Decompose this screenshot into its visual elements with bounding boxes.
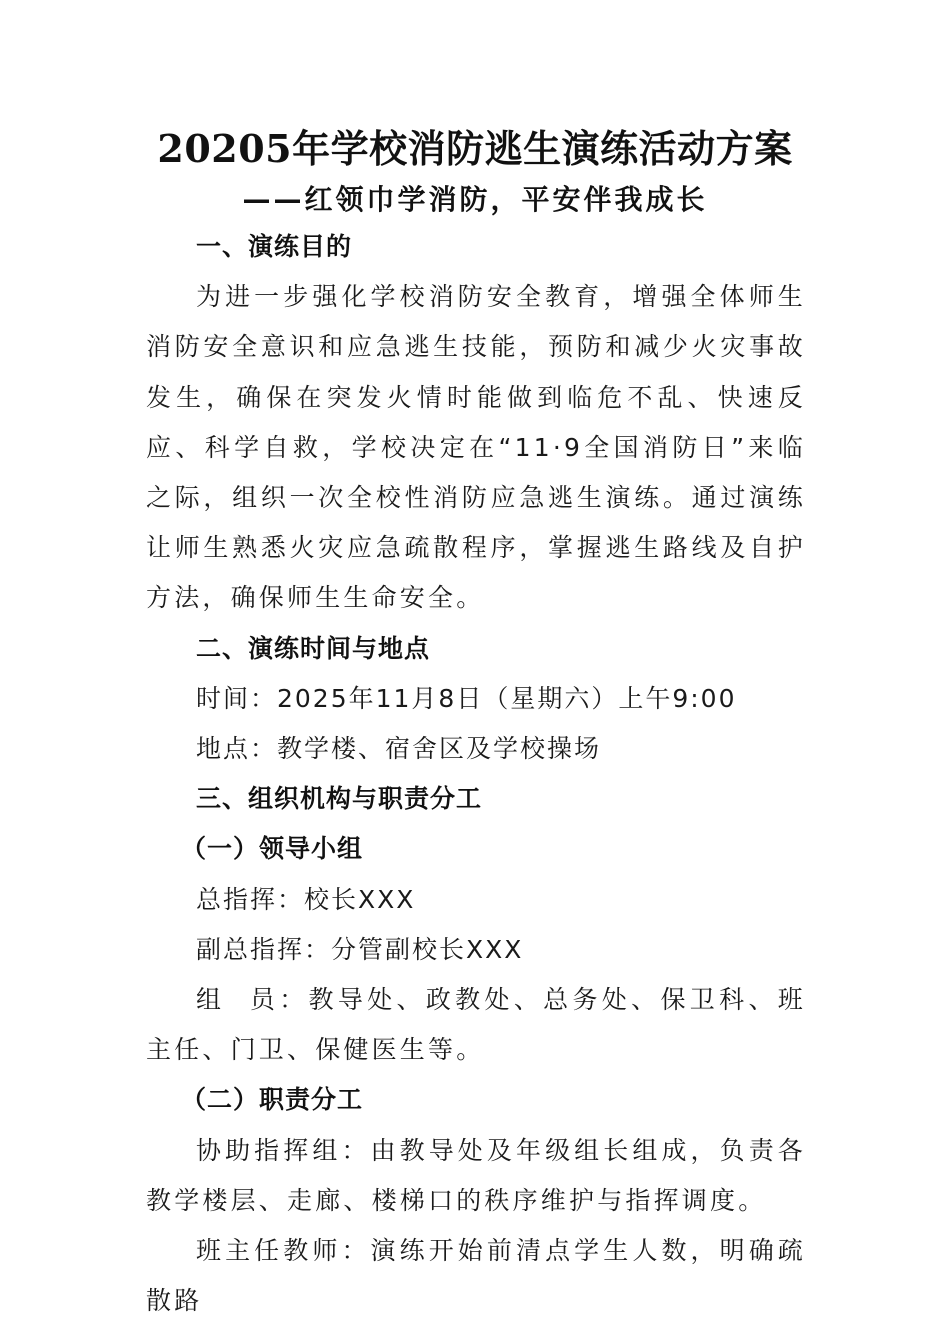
purpose-paragraph: 为进一步强化学校消防安全教育，增强全体师生消防安全意识和应急逃生技能，预防和减少火灾事故发生，确保在突发火情时能做到临危不乱、快速反应、科学自救，学校决定在“11·9全国消防日”来临之际，组织一次全校性消防应急逃生演练。通过演练让师生熟悉火灾应急疏散程序，掌握逃生路线及自护方法，确保师生生命安全。 [146, 282, 806, 613]
deputy-commander-line: 副总指挥：分管副校长XXX [196, 934, 524, 964]
section-heading-organization: 三、组织机构与职责分工 [196, 784, 483, 814]
document-body [146, 222, 806, 1326]
drill-place: 地点：教学楼、宿舍区及学校操场 [196, 734, 602, 764]
subsection-heading-leadership: （一）领导小组 [181, 834, 364, 864]
subsection-heading-duties: （二）职责分工 [181, 1085, 364, 1115]
section-heading-time-place: 二、演练时间与地点 [196, 633, 431, 663]
document-subtitle: ——红领巾学消防，平安伴我成长 [242, 183, 708, 216]
document-title: 20205年学校消防逃生演练活动方案 [157, 126, 793, 171]
section-heading-purpose: 一、演练目的 [196, 232, 353, 261]
homeroom-teacher-paragraph: 班主任教师：演练开始前清点学生人数，明确疏散路 [146, 1236, 806, 1316]
members-paragraph: 组 员：教导处、政教处、总务处、保卫科、班主任、门卫、保健医生等。 [146, 985, 806, 1065]
commander-line: 总指挥：校长XXX [196, 884, 416, 914]
drill-time: 时间：2025年11月8日（星期六）上午9:00 [196, 683, 737, 713]
assist-command-paragraph: 协助指挥组：由教导处及年级组长组成，负责各教学楼层、走廊、楼梯口的秩序维护与指挥调度。 [146, 1135, 806, 1215]
